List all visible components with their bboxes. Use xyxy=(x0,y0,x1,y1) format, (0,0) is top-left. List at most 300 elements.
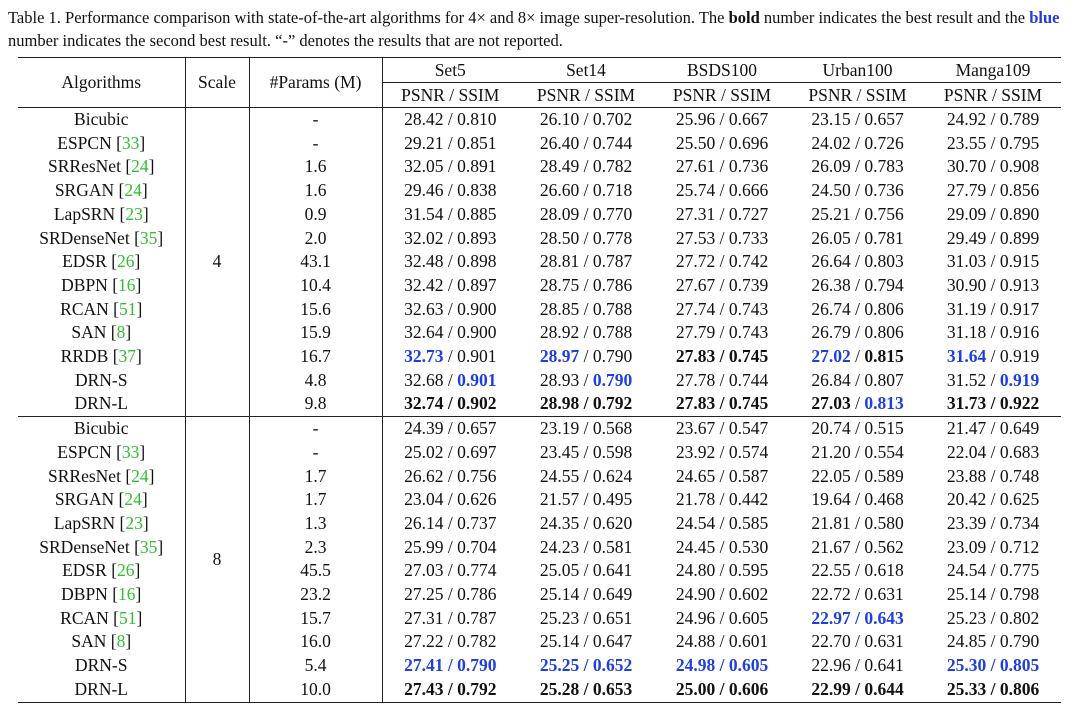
psnr-ssim-cell: 27.83 / 0.745 xyxy=(675,346,769,367)
citation-link[interactable]: 33 xyxy=(121,441,140,462)
ssim-value: 0.774 xyxy=(457,560,497,581)
algorithm-name: ESPCN xyxy=(57,132,112,153)
psnr-ssim-cell: 25.96 / 0.667 xyxy=(654,108,790,132)
psnr-value: 32.68 xyxy=(404,369,444,390)
psnr-value: 25.50 xyxy=(675,132,716,153)
ssim-value: 0.782 xyxy=(592,156,633,177)
algorithm-name: DRN-L xyxy=(74,393,128,414)
psnr-ssim-cell: 32.42 / 0.897 xyxy=(382,274,518,298)
psnr-ssim-cell: 27.83 / 0.745 xyxy=(675,393,769,414)
psnr-value: 28.42 xyxy=(404,109,444,129)
ssim-value: 0.790 xyxy=(457,655,497,676)
ssim-value: 0.902 xyxy=(457,393,497,414)
psnr-value: 26.62 xyxy=(404,465,444,486)
ssim-value: 0.798 xyxy=(999,584,1040,605)
ssim-value: 0.726 xyxy=(864,132,904,153)
psnr-value: 22.04 xyxy=(946,441,987,462)
psnr-value: 32.42 xyxy=(404,274,444,295)
citation-link[interactable]: 23 xyxy=(125,203,143,224)
header-dataset: BSDS100 xyxy=(654,58,790,83)
psnr-value: 30.70 xyxy=(946,156,987,177)
citation-link[interactable]: 37 xyxy=(118,346,137,367)
ssim-value: 0.810 xyxy=(457,109,497,129)
algorithm-name-cell: ESPCN [33] xyxy=(57,132,146,153)
psnr-value: 24.23 xyxy=(539,536,580,557)
table-row xyxy=(18,250,1061,274)
psnr-value: 27.79 xyxy=(946,180,987,201)
psnr-ssim-cell: 32.02 / 0.893 xyxy=(382,227,518,251)
psnr-ssim-cell: 22.04 / 0.683 xyxy=(946,441,1040,462)
psnr-ssim-cell: 29.09 / 0.890 xyxy=(946,203,1040,224)
scale-cell: 8 xyxy=(185,417,249,702)
psnr-value: 28.49 xyxy=(539,156,580,177)
psnr-value: 24.55 xyxy=(539,465,580,486)
psnr-value: 24.54 xyxy=(946,560,987,581)
algorithm-name-cell: DBPN [16] xyxy=(61,584,142,605)
psnr-value: 26.79 xyxy=(811,322,851,343)
psnr-ssim-cell: 27.22 / 0.782 xyxy=(382,630,518,654)
algorithm-name-cell xyxy=(18,678,185,702)
table-row xyxy=(18,321,1061,345)
psnr-ssim-cell: 32.64 / 0.900 xyxy=(382,321,518,345)
ssim-value: 0.806 xyxy=(864,298,904,319)
table-body xyxy=(18,108,1061,703)
ssim-value: 0.792 xyxy=(457,678,497,699)
psnr-value: 27.61 xyxy=(675,156,716,177)
ssim-value: 0.574 xyxy=(728,441,769,462)
psnr-value: 24.85 xyxy=(946,631,987,652)
algorithm-name-cell xyxy=(18,392,185,416)
table-caption xyxy=(8,6,1072,52)
ssim-value: 0.806 xyxy=(864,322,904,343)
ssim-value: 0.787 xyxy=(592,251,633,272)
params-cell: 2.3 xyxy=(249,536,382,560)
psnr-ssim-cell: 25.14 / 0.798 xyxy=(946,584,1040,605)
citation-link[interactable]: 35 xyxy=(139,227,158,248)
psnr-value: 28.98 xyxy=(539,393,580,414)
params-cell: 1.6 xyxy=(249,155,382,179)
psnr-value: 26.38 xyxy=(811,274,851,295)
psnr-ssim-cell: 26.74 / 0.806 xyxy=(811,298,904,319)
psnr-ssim-cell: 25.74 / 0.666 xyxy=(675,180,769,201)
ssim-value: 0.653 xyxy=(592,678,633,699)
psnr-value: 25.14 xyxy=(539,631,580,652)
psnr-ssim-cell: 21.47 / 0.649 xyxy=(925,417,1061,441)
psnr-ssim-cell: 24.45 / 0.530 xyxy=(675,536,769,557)
psnr-value: 26.09 xyxy=(811,156,851,177)
ssim-value: 0.748 xyxy=(999,465,1040,486)
psnr-ssim-cell: 28.97 / 0.790 xyxy=(539,346,633,367)
psnr-ssim-cell: 32.68 / 0.901 xyxy=(382,369,518,393)
citation-link[interactable]: 16 xyxy=(118,584,136,605)
ssim-value: 0.589 xyxy=(864,465,904,486)
psnr-ssim-cell: 24.98 / 0.605 xyxy=(675,655,769,676)
psnr-value: 24.54 xyxy=(675,512,716,533)
psnr-ssim-cell: 26.60 / 0.718 xyxy=(539,180,633,201)
header-metric: PSNR / SSIM xyxy=(382,83,518,108)
psnr-value: 27.83 xyxy=(675,346,716,367)
ssim-value: 0.587 xyxy=(728,465,769,486)
algorithm-name-cell: SRResNet [24] xyxy=(48,156,155,177)
psnr-ssim-cell: 24.35 / 0.620 xyxy=(539,512,633,533)
psnr-ssim-cell: 31.54 / 0.885 xyxy=(382,203,518,227)
psnr-ssim-cell: 26.64 / 0.803 xyxy=(811,251,904,272)
citation-link[interactable]: 8 xyxy=(116,322,126,343)
psnr-ssim-cell: 30.70 / 0.908 xyxy=(946,156,1040,177)
table-row xyxy=(18,583,1061,607)
psnr-ssim-cell: 27.74 / 0.743 xyxy=(675,298,769,319)
psnr-value: 28.09 xyxy=(539,203,580,224)
psnr-value: 27.03 xyxy=(404,560,444,581)
psnr-ssim-cell: 21.78 / 0.442 xyxy=(675,489,769,510)
psnr-value: 31.54 xyxy=(404,203,444,224)
psnr-ssim-cell: 22.70 / 0.631 xyxy=(811,631,904,652)
table-row xyxy=(18,654,1061,678)
ssim-value: 0.562 xyxy=(864,536,904,557)
psnr-value: 21.47 xyxy=(946,418,987,439)
psnr-ssim-cell: 26.40 / 0.744 xyxy=(539,132,633,153)
params-cell: 9.8 xyxy=(249,392,382,416)
psnr-ssim-cell: 25.33 / 0.806 xyxy=(925,678,1061,702)
psnr-ssim-cell: 28.85 / 0.788 xyxy=(539,298,633,319)
ssim-value: 0.770 xyxy=(592,203,633,224)
psnr-value: 24.98 xyxy=(675,655,716,676)
psnr-ssim-cell: 26.05 / 0.781 xyxy=(811,227,904,248)
ssim-value: 0.595 xyxy=(728,560,769,581)
ssim-value: 0.649 xyxy=(592,584,633,605)
psnr-ssim-cell: 28.42 / 0.810 xyxy=(382,108,518,132)
ssim-value: 0.631 xyxy=(864,584,904,605)
citation-link[interactable]: 8 xyxy=(116,631,126,652)
psnr-ssim-cell: 24.96 / 0.605 xyxy=(675,607,769,628)
psnr-ssim-cell: 25.28 / 0.653 xyxy=(518,678,654,702)
table-row xyxy=(18,607,1061,631)
caption-text-2: number indicates the best result and the xyxy=(759,8,1030,27)
psnr-value: 25.21 xyxy=(811,203,851,224)
table-row xyxy=(18,155,1061,179)
psnr-ssim-cell: 31.52 / 0.919 xyxy=(946,369,1040,390)
psnr-value: 32.64 xyxy=(404,322,444,343)
psnr-value: 26.40 xyxy=(539,132,580,153)
psnr-ssim-cell: 24.54 / 0.775 xyxy=(946,560,1040,581)
algorithm-name-cell: SRDenseNet [35] xyxy=(39,227,164,248)
citation-link[interactable]: 26 xyxy=(117,251,135,272)
ssim-value: 0.790 xyxy=(592,369,633,390)
psnr-value: 22.96 xyxy=(811,655,851,676)
psnr-value: 32.73 xyxy=(404,346,444,367)
algorithm-name: ESPCN xyxy=(57,441,112,462)
psnr-ssim-cell: 21.20 / 0.554 xyxy=(811,441,904,462)
ssim-value: 0.702 xyxy=(592,109,633,129)
ssim-value: 0.891 xyxy=(457,156,497,177)
algorithm-name-cell: ESPCN [33] xyxy=(57,441,146,462)
table-row xyxy=(18,369,1061,393)
ssim-value: 0.788 xyxy=(592,298,633,319)
params-cell: 1.7 xyxy=(249,465,382,489)
psnr-value: 32.74 xyxy=(404,393,444,414)
params-cell: - xyxy=(249,417,382,441)
ssim-value: 0.745 xyxy=(728,346,769,367)
ssim-value: 0.794 xyxy=(864,274,904,295)
algorithm-name: RCAN xyxy=(60,298,109,319)
psnr-value: 24.92 xyxy=(946,109,987,129)
ssim-value: 0.606 xyxy=(728,678,769,699)
psnr-ssim-cell: 25.50 / 0.696 xyxy=(675,132,769,153)
ssim-value: 0.917 xyxy=(999,298,1040,319)
psnr-ssim-cell: 27.02 / 0.815 xyxy=(811,346,904,367)
citation-link[interactable]: 33 xyxy=(121,132,140,153)
psnr-value: 27.43 xyxy=(404,678,444,699)
table-row xyxy=(18,630,1061,654)
ssim-value: 0.856 xyxy=(999,180,1040,201)
ssim-value: 0.739 xyxy=(728,274,769,295)
algorithm-name-cell: SRDenseNet [35] xyxy=(39,536,164,557)
ssim-value: 0.913 xyxy=(999,274,1040,295)
psnr-value: 25.28 xyxy=(539,678,580,699)
psnr-value: 25.02 xyxy=(404,441,444,462)
table-row xyxy=(18,179,1061,203)
ssim-value: 0.631 xyxy=(864,631,904,652)
scale-cell: 4 xyxy=(185,108,249,417)
ssim-value: 0.657 xyxy=(864,109,904,129)
citation-link[interactable]: 24 xyxy=(131,156,149,177)
ssim-value: 0.657 xyxy=(457,418,497,439)
header-metric: PSNR / SSIM xyxy=(654,83,790,108)
ssim-value: 0.838 xyxy=(457,180,497,201)
algorithm-name: RCAN xyxy=(60,607,109,628)
table-row xyxy=(18,227,1061,251)
algorithm-name: SRDenseNet xyxy=(39,227,130,248)
params-cell: 15.9 xyxy=(249,321,382,345)
psnr-value: 26.84 xyxy=(811,369,851,390)
params-cell: 23.2 xyxy=(249,583,382,607)
ssim-value: 0.624 xyxy=(592,465,633,486)
algorithm-name: SRGAN xyxy=(54,180,115,201)
psnr-value: 30.90 xyxy=(946,274,987,295)
citation-link[interactable]: 24 xyxy=(131,465,149,486)
ssim-value: 0.898 xyxy=(457,251,497,272)
psnr-ssim-cell: 26.79 / 0.806 xyxy=(811,322,904,343)
psnr-value: 27.41 xyxy=(404,655,444,676)
header-dataset: Urban100 xyxy=(790,58,925,83)
ssim-value: 0.789 xyxy=(999,109,1040,129)
psnr-value: 32.48 xyxy=(404,251,444,272)
psnr-value: 23.45 xyxy=(539,441,580,462)
ssim-value: 0.813 xyxy=(864,393,904,414)
header-algorithms: Algorithms xyxy=(18,58,185,108)
ssim-value: 0.568 xyxy=(592,418,633,439)
psnr-ssim-cell: 25.21 / 0.756 xyxy=(811,203,904,224)
algorithm-name: DBPN xyxy=(61,584,108,605)
ssim-value: 0.897 xyxy=(457,274,497,295)
psnr-ssim-cell: 28.09 / 0.770 xyxy=(539,203,633,224)
psnr-ssim-cell: 24.54 / 0.585 xyxy=(675,512,769,533)
psnr-value: 24.35 xyxy=(539,512,580,533)
ssim-value: 0.901 xyxy=(457,369,497,390)
psnr-value: 20.42 xyxy=(946,489,987,510)
params-cell: 15.7 xyxy=(249,607,382,631)
ssim-value: 0.782 xyxy=(457,631,497,652)
header-dataset: Manga109 xyxy=(925,58,1061,83)
psnr-ssim-cell: 24.39 / 0.657 xyxy=(382,417,518,441)
psnr-ssim-cell: 31.18 / 0.916 xyxy=(946,322,1040,343)
algorithm-name: SAN xyxy=(71,322,107,343)
algorithm-name-cell xyxy=(18,108,185,132)
psnr-value: 24.90 xyxy=(675,584,716,605)
algorithm-name-cell: DBPN [16] xyxy=(61,274,142,295)
psnr-ssim-cell: 26.62 / 0.756 xyxy=(382,465,518,489)
algorithm-name: LapSRN xyxy=(53,203,116,224)
ssim-value: 0.781 xyxy=(864,227,904,248)
ssim-value: 0.743 xyxy=(728,322,769,343)
psnr-ssim-cell: 27.41 / 0.790 xyxy=(382,654,518,678)
psnr-ssim-cell: 24.90 / 0.602 xyxy=(675,584,769,605)
params-cell: 1.6 xyxy=(249,179,382,203)
table-row xyxy=(18,465,1061,489)
psnr-ssim-cell: 29.49 / 0.899 xyxy=(946,227,1040,248)
citation-link[interactable]: 51 xyxy=(119,607,137,628)
citation-link[interactable]: 35 xyxy=(139,536,158,557)
psnr-ssim-cell: 22.72 / 0.631 xyxy=(811,584,904,605)
algorithm-name: DRN-S xyxy=(74,655,128,676)
psnr-ssim-cell: 27.31 / 0.727 xyxy=(675,203,769,224)
algorithm-name: SRResNet xyxy=(48,156,121,177)
psnr-value: 22.97 xyxy=(811,607,851,628)
psnr-value: 24.02 xyxy=(811,132,851,153)
psnr-value: 26.05 xyxy=(811,227,851,248)
psnr-value: 27.83 xyxy=(675,393,716,414)
ssim-value: 0.778 xyxy=(592,227,633,248)
algorithm-name-cell: LapSRN [23] xyxy=(53,512,149,533)
ssim-value: 0.644 xyxy=(864,678,904,699)
algorithm-name: SRDenseNet xyxy=(39,536,130,557)
psnr-ssim-cell: 25.30 / 0.805 xyxy=(946,655,1040,676)
psnr-value: 22.99 xyxy=(811,678,851,699)
psnr-value: 26.74 xyxy=(811,298,851,319)
psnr-ssim-cell: 23.67 / 0.547 xyxy=(654,417,790,441)
psnr-value: 23.09 xyxy=(946,536,987,557)
ssim-value: 0.805 xyxy=(999,655,1040,676)
psnr-ssim-cell: 26.14 / 0.737 xyxy=(382,512,518,536)
citation-link[interactable]: 16 xyxy=(118,274,136,295)
ssim-value: 0.736 xyxy=(864,180,904,201)
params-cell: - xyxy=(249,441,382,465)
psnr-ssim-cell: 20.74 / 0.515 xyxy=(790,417,925,441)
psnr-ssim-cell: 28.49 / 0.782 xyxy=(539,156,633,177)
ssim-value: 0.718 xyxy=(592,180,633,201)
ssim-value: 0.495 xyxy=(592,489,633,510)
ssim-value: 0.547 xyxy=(728,418,769,439)
ssim-value: 0.601 xyxy=(728,631,769,652)
table-row xyxy=(18,417,1061,441)
psnr-value: 23.92 xyxy=(675,441,716,462)
psnr-value: 23.04 xyxy=(404,489,444,510)
table-row xyxy=(18,108,1061,132)
ssim-value: 0.704 xyxy=(457,536,497,557)
psnr-value: 22.70 xyxy=(811,631,851,652)
psnr-value: 29.46 xyxy=(404,180,444,201)
psnr-ssim-cell: 25.05 / 0.641 xyxy=(539,560,633,581)
ssim-value: 0.647 xyxy=(592,631,633,652)
psnr-ssim-cell: 24.85 / 0.790 xyxy=(946,631,1040,652)
psnr-value: 23.67 xyxy=(675,418,716,439)
citation-link[interactable]: 24 xyxy=(124,489,142,510)
table-row xyxy=(18,559,1061,583)
psnr-ssim-cell: 29.21 / 0.851 xyxy=(382,132,518,156)
psnr-value: 28.97 xyxy=(539,346,580,367)
psnr-value: 25.30 xyxy=(946,655,987,676)
ssim-value: 0.697 xyxy=(457,441,497,462)
psnr-value: 29.21 xyxy=(404,132,444,153)
ssim-value: 0.736 xyxy=(728,156,769,177)
psnr-value: 21.67 xyxy=(811,536,851,557)
psnr-ssim-cell: 27.25 / 0.786 xyxy=(382,583,518,607)
ssim-value: 0.598 xyxy=(592,441,633,462)
ssim-value: 0.899 xyxy=(999,227,1040,248)
citation-link[interactable]: 26 xyxy=(117,560,135,581)
psnr-value: 28.81 xyxy=(539,251,580,272)
psnr-value: 27.03 xyxy=(811,393,851,414)
ssim-value: 0.908 xyxy=(999,156,1040,177)
psnr-value: 26.60 xyxy=(539,180,580,201)
algorithm-name: EDSR xyxy=(62,560,107,581)
algorithm-name-cell: RCAN [51] xyxy=(60,298,143,319)
algorithm-name-cell: SRGAN [24] xyxy=(54,180,148,201)
ssim-value: 0.683 xyxy=(999,441,1040,462)
algorithm-name: EDSR xyxy=(62,251,107,272)
psnr-ssim-cell: 19.64 / 0.468 xyxy=(811,489,904,510)
psnr-value: 27.25 xyxy=(404,584,444,605)
psnr-value: 25.99 xyxy=(404,536,444,557)
table-row xyxy=(18,678,1061,702)
ssim-value: 0.790 xyxy=(999,631,1040,652)
citation-link[interactable]: 23 xyxy=(125,512,143,533)
psnr-ssim-cell: 24.92 / 0.789 xyxy=(925,108,1061,132)
ssim-value: 0.851 xyxy=(457,132,497,153)
ssim-value: 0.734 xyxy=(999,512,1040,533)
psnr-ssim-cell: 22.05 / 0.589 xyxy=(811,465,904,486)
params-cell: - xyxy=(249,132,382,156)
ssim-value: 0.712 xyxy=(999,536,1040,557)
ssim-value: 0.602 xyxy=(728,584,769,605)
algorithm-name-cell: RCAN [51] xyxy=(60,607,143,628)
ssim-value: 0.744 xyxy=(592,132,633,153)
psnr-value: 32.05 xyxy=(404,156,444,177)
psnr-value: 27.78 xyxy=(675,369,716,390)
ssim-value: 0.742 xyxy=(728,251,769,272)
citation-link[interactable]: 24 xyxy=(124,180,142,201)
citation-link[interactable]: 51 xyxy=(119,298,137,319)
psnr-ssim-cell: 26.84 / 0.807 xyxy=(811,369,904,390)
psnr-ssim-cell: 27.03 / 0.813 xyxy=(811,393,904,414)
psnr-value: 23.19 xyxy=(539,418,580,439)
psnr-ssim-cell: 27.79 / 0.856 xyxy=(946,180,1040,201)
table-row xyxy=(18,392,1061,416)
psnr-value: 25.25 xyxy=(539,655,580,676)
psnr-value: 24.50 xyxy=(811,180,851,201)
ssim-value: 0.806 xyxy=(999,678,1040,699)
psnr-value: 31.64 xyxy=(946,346,987,367)
psnr-ssim-cell: 27.79 / 0.743 xyxy=(675,322,769,343)
algorithm-name: DRN-S xyxy=(74,369,128,390)
psnr-ssim-cell: 24.23 / 0.581 xyxy=(539,536,633,557)
psnr-ssim-cell: 21.67 / 0.562 xyxy=(811,536,904,557)
algorithm-name: Bicubic xyxy=(74,418,129,439)
ssim-value: 0.815 xyxy=(864,346,904,367)
psnr-ssim-cell: 26.38 / 0.794 xyxy=(811,274,904,295)
psnr-value: 28.75 xyxy=(539,274,580,295)
psnr-value: 24.45 xyxy=(675,536,716,557)
